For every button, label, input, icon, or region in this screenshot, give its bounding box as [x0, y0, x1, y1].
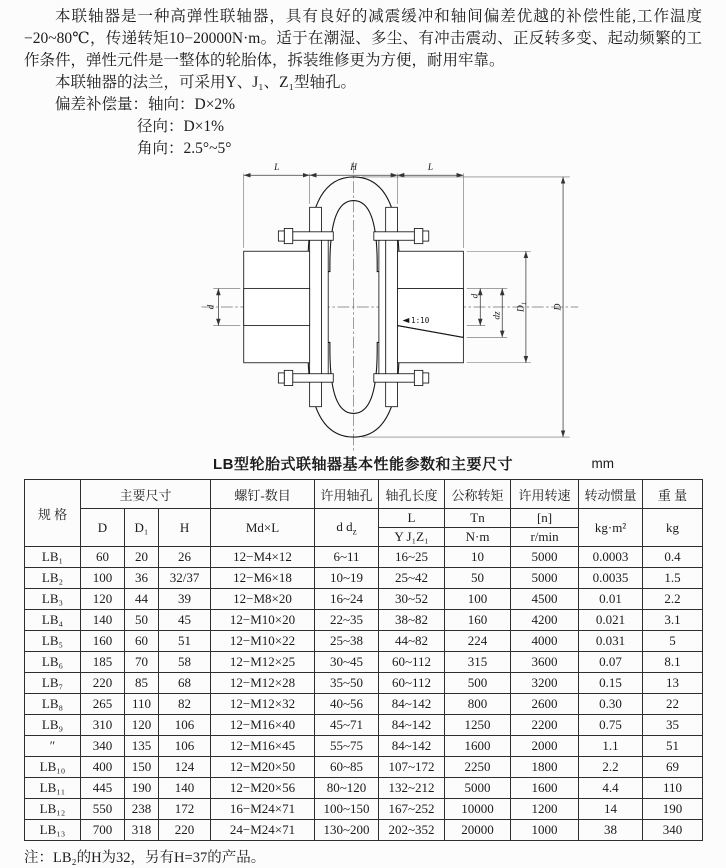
table-cell: 20000	[445, 820, 511, 841]
table-cell: 400	[81, 757, 125, 778]
bore-sym-main: d d	[336, 518, 353, 534]
table-cell: 1000	[511, 820, 579, 841]
table-cell: 84~142	[379, 694, 445, 715]
table-cell: 24−M24×71	[211, 820, 315, 841]
table-cell: 202~352	[379, 820, 445, 841]
table-cell: 1600	[445, 736, 511, 757]
header-bore-length: 轴孔长度	[379, 480, 445, 509]
table-cell: 60~85	[315, 757, 379, 778]
table-cell: 238	[125, 799, 159, 820]
table-cell: LB₆	[25, 652, 81, 673]
table-cell: 85	[125, 673, 159, 694]
dim-label-L-left: L	[274, 163, 280, 174]
table-cell: 100~150	[315, 799, 379, 820]
table-cell: 265	[81, 694, 125, 715]
table-cell: 50	[445, 568, 511, 589]
table-cell: 140	[81, 610, 125, 631]
table-cell: 800	[445, 694, 511, 715]
header-unit-kgm2: kg·m²	[579, 509, 643, 547]
spec-table-head	[25, 480, 703, 547]
dim-label-H: H	[350, 163, 357, 174]
table-cell: 107~172	[379, 757, 445, 778]
taper-label: 1:10	[411, 316, 430, 326]
table-row	[25, 757, 703, 778]
header-unit-rmin: r/min	[511, 528, 579, 547]
table-cell: 25~38	[315, 631, 379, 652]
table-row	[25, 547, 703, 568]
table-cell: 50	[125, 610, 159, 631]
table-cell: 150	[125, 757, 159, 778]
table-cell: 132~212	[379, 778, 445, 799]
table-cell: 12−M20×56	[211, 778, 315, 799]
table-cell: 160	[81, 631, 125, 652]
table-cell: 35	[643, 715, 703, 736]
table-cell: LB₇	[25, 673, 81, 694]
table-cell: 500	[445, 673, 511, 694]
header-sym-H: H	[159, 509, 211, 547]
table-cell: 22	[643, 694, 703, 715]
table-cell: 60~112	[379, 673, 445, 694]
table-cell: 51	[159, 631, 211, 652]
table-cell: 39	[159, 589, 211, 610]
header-inertia: 转动惯量	[579, 480, 643, 509]
table-cell: 12−M10×22	[211, 631, 315, 652]
table-cell: 124	[159, 757, 211, 778]
table-cell: 1250	[445, 715, 511, 736]
table-cell: 14	[579, 799, 643, 820]
table-cell: 12−M10×20	[211, 610, 315, 631]
table-cell: LB₂	[25, 568, 81, 589]
table-cell: 100	[445, 589, 511, 610]
table-cell: 8.1	[643, 652, 703, 673]
spec-table	[24, 479, 703, 841]
table-cell: 84~142	[379, 736, 445, 757]
table-cell: 12−M6×18	[211, 568, 315, 589]
table-cell: 120	[125, 715, 159, 736]
dim-label-d-right: d	[470, 293, 481, 299]
table-cell: 22~35	[315, 610, 379, 631]
table-cell: 106	[159, 736, 211, 757]
table-cell: 310	[81, 715, 125, 736]
table-cell: 60	[125, 631, 159, 652]
table-cell: 13	[643, 673, 703, 694]
table-cell: 340	[81, 736, 125, 757]
table-cell: 0.4	[643, 547, 703, 568]
header-torque: 公称转矩	[445, 480, 511, 509]
header-unit-kg: kg	[643, 509, 703, 547]
table-cell: 2.2	[643, 589, 703, 610]
table-cell: 0.021	[579, 610, 643, 631]
table-cell: 130~200	[315, 820, 379, 841]
spec-table-body	[25, 547, 703, 841]
coupling-cross-section-svg	[92, 160, 632, 454]
flange-paragraph: 本联轴器的法兰，可采用Y、J₁、Z₁型轴孔。	[55, 74, 357, 91]
table-cell: 4000	[511, 631, 579, 652]
table-row	[25, 568, 703, 589]
table-cell: 70	[125, 652, 159, 673]
table-cell: 220	[81, 673, 125, 694]
header-bore: 许用轴孔	[315, 480, 379, 509]
table-cell: 5000	[445, 778, 511, 799]
header-sym-L: L	[379, 509, 445, 528]
table-cell: 5000	[511, 568, 579, 589]
table-cell: 0.15	[579, 673, 643, 694]
table-cell: 4500	[511, 589, 579, 610]
table-cell: 32/37	[159, 568, 211, 589]
bore-sym-sub: z	[352, 526, 357, 537]
table-cell: 172	[159, 799, 211, 820]
header-screws: 螺钉-数目	[211, 480, 315, 509]
table-row	[25, 589, 703, 610]
table-cell: 318	[125, 820, 159, 841]
table-cell: 0.0003	[579, 547, 643, 568]
table-cell: 445	[81, 778, 125, 799]
table-cell: 1800	[511, 757, 579, 778]
table-cell: 51	[643, 736, 703, 757]
table-title-row	[0, 453, 726, 477]
table-cell: 1.5	[643, 568, 703, 589]
table-cell: 0.031	[579, 631, 643, 652]
table-row	[25, 610, 703, 631]
table-row	[25, 799, 703, 820]
table-cell: 2.2	[579, 757, 643, 778]
table-cell: 6~11	[315, 547, 379, 568]
table-cell: 60	[81, 547, 125, 568]
table-cell: 3600	[511, 652, 579, 673]
table-cell: 190	[643, 799, 703, 820]
table-cell: LB₁₃	[25, 820, 81, 841]
intro-paragraph: 本联轴器是一种高弹性联轴器，具有良好的减震缓冲和轴间偏差优越的补偿性能,工作温度−20~80℃，传递转矩10−20000N·m。适于在潮湿、多尘、有冲击震动、正反转多变、起动频繁的工作条件，弹性元件是一整体的轮胎体，拆装维修更为方便，耐用牢靠。	[24, 8, 702, 69]
table-cell: 36	[125, 568, 159, 589]
table-cell: LB₄	[25, 610, 81, 631]
dim-label-d-left: d	[206, 304, 217, 310]
footnote: 注：LB₂的H为32，另有H=37的产品。	[24, 850, 266, 866]
table-cell: 80~120	[315, 778, 379, 799]
table-cell: 55~75	[315, 736, 379, 757]
table-cell: 69	[643, 757, 703, 778]
dim-label-dz: dz	[492, 311, 503, 320]
header-unit-Nm: N·m	[445, 528, 511, 547]
table-cell: 140	[159, 778, 211, 799]
table-cell: 4200	[511, 610, 579, 631]
table-cell: LB₅	[25, 631, 81, 652]
header-sym-n: [n]	[511, 509, 579, 528]
table-cell: 2000	[511, 736, 579, 757]
table-cell: 12−M8×20	[211, 589, 315, 610]
table-cell: 12−M12×32	[211, 694, 315, 715]
table-row	[25, 715, 703, 736]
table-cell: 167~252	[379, 799, 445, 820]
table-cell: LB₁	[25, 547, 81, 568]
table-cell: 160	[445, 610, 511, 631]
table-title: LB型轮胎式联轴器基本性能参数和主要尺寸	[213, 456, 513, 473]
header-spec: 规 格	[25, 480, 81, 547]
table-cell: 12−M20×50	[211, 757, 315, 778]
table-cell: 12−M12×25	[211, 652, 315, 673]
table-row	[25, 631, 703, 652]
table-cell: 0.07	[579, 652, 643, 673]
table-row	[25, 652, 703, 673]
table-cell: 16−M24×71	[211, 799, 315, 820]
table-cell: 1.1	[579, 736, 643, 757]
table-cell: 35~50	[315, 673, 379, 694]
table-row	[25, 673, 703, 694]
table-row	[25, 694, 703, 715]
table-row	[25, 820, 703, 841]
table-cell: 2600	[511, 694, 579, 715]
table-cell: 224	[445, 631, 511, 652]
table-cell: 12−M16×45	[211, 736, 315, 757]
table-cell: 68	[159, 673, 211, 694]
table-cell: 30~45	[315, 652, 379, 673]
table-cell: 3.1	[643, 610, 703, 631]
table-cell: 3200	[511, 673, 579, 694]
table-cell: 190	[125, 778, 159, 799]
table-cell: 40~56	[315, 694, 379, 715]
compensation-angular: 角向：2.5°~5°	[137, 140, 232, 157]
table-cell: 1600	[511, 778, 579, 799]
table-cell: 44~82	[379, 631, 445, 652]
table-cell: 110	[643, 778, 703, 799]
table-cell: 100	[81, 568, 125, 589]
table-cell: 16~24	[315, 589, 379, 610]
table-cell: 5000	[511, 547, 579, 568]
table-cell: 38~82	[379, 610, 445, 631]
hub-right	[397, 251, 463, 363]
table-cell: 30~52	[379, 589, 445, 610]
dim-label-d1: D₁	[516, 302, 527, 312]
table-cell: 10	[445, 547, 511, 568]
table-cell: 0.0035	[579, 568, 643, 589]
table-cell: 10~19	[315, 568, 379, 589]
table-cell: 2250	[445, 757, 511, 778]
table-cell: 84~142	[379, 715, 445, 736]
table-cell: 5	[643, 631, 703, 652]
table-cell: 45	[159, 610, 211, 631]
table-cell: 12−M4×12	[211, 547, 315, 568]
table-cell: 0.01	[579, 589, 643, 610]
table-cell: 44	[125, 589, 159, 610]
table-cell: 16~25	[379, 547, 445, 568]
table-cell: ″	[25, 736, 81, 757]
header-bore-types: Y J₁Z₁	[379, 528, 445, 547]
table-cell: 110	[125, 694, 159, 715]
hub-left	[244, 251, 310, 363]
table-cell: 120	[81, 589, 125, 610]
table-cell: 82	[159, 694, 211, 715]
table-cell: 58	[159, 652, 211, 673]
table-cell: 0.75	[579, 715, 643, 736]
table-cell: 135	[125, 736, 159, 757]
table-cell: 10000	[445, 799, 511, 820]
table-cell: 60~112	[379, 652, 445, 673]
table-cell: LB₁₀	[25, 757, 81, 778]
compensation-axial: 偏差补偿量：轴向：D×2%	[55, 96, 236, 113]
table-cell: 12−M12×28	[211, 673, 315, 694]
header-main-dims: 主要尺寸	[81, 480, 211, 509]
table-cell: 45~71	[315, 715, 379, 736]
table-cell: 185	[81, 652, 125, 673]
header-speed: 许用转速	[511, 480, 579, 509]
table-cell: 340	[643, 820, 703, 841]
table-cell: 220	[159, 820, 211, 841]
table-cell: 0.30	[579, 694, 643, 715]
table-cell: 25~42	[379, 568, 445, 589]
compensation-radial: 径向：D×1%	[137, 118, 225, 135]
table-cell: 106	[159, 715, 211, 736]
table-cell: LB₉	[25, 715, 81, 736]
coupling-drawing	[92, 160, 632, 454]
table-cell: 26	[159, 547, 211, 568]
table-row	[25, 778, 703, 799]
header-sym-Tn: Tn	[445, 509, 511, 528]
table-row	[25, 736, 703, 757]
header-sym-d-dz	[315, 509, 379, 547]
table-cell: LB₁₂	[25, 799, 81, 820]
table-cell: 315	[445, 652, 511, 673]
table-cell: 20	[125, 547, 159, 568]
table-cell: 4.4	[579, 778, 643, 799]
table-cell: 12−M16×40	[211, 715, 315, 736]
table-cell: 700	[81, 820, 125, 841]
table-cell: LB₈	[25, 694, 81, 715]
header-sym-D: D	[81, 509, 125, 547]
table-unit: mm	[591, 456, 614, 471]
table-cell: 550	[81, 799, 125, 820]
header-sym-D1: D₁	[125, 509, 159, 547]
table-cell: 1200	[511, 799, 579, 820]
table-cell: LB₁₁	[25, 778, 81, 799]
dim-label-L-right: L	[427, 163, 434, 174]
table-cell: LB₃	[25, 589, 81, 610]
header-weight: 重 量	[643, 480, 703, 509]
table-cell: 38	[579, 820, 643, 841]
header-sym-MdxL: Md×L	[211, 509, 315, 547]
dim-label-big-d: D	[553, 303, 564, 311]
table-cell: 2200	[511, 715, 579, 736]
intro-text-block	[0, 0, 726, 160]
